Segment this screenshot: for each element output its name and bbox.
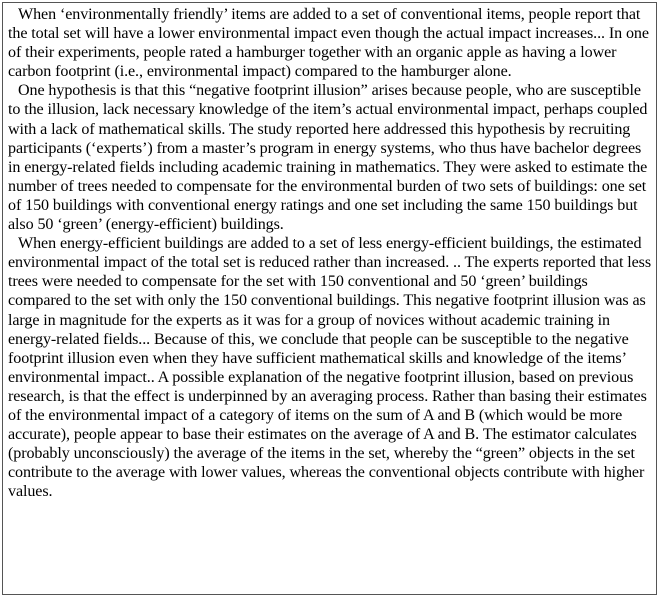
paragraph-hypothesis: One hypothesis is that this “negative footprint illusion” arises because people, who are susceptible to the illusion, lack necessary knowledge of the item’s actual environmental impact, perhaps coupled with a lack of mathematical skills. The study reported here addressed this hypothesis by recruiting participants (‘experts’) from a master’s program in energy systems, who thus have bachelor degrees in energy-related fields including academic training in mathematics. They were asked to estimate the number of trees needed to compensate for the environmental burden of two sets of buildings: one set of 150 buildings with conventional energy ratings and one set including the same 150 buildings but also 50 ‘green’ (energy-efficient) buildings. [8, 82, 648, 234]
paragraph-intro: When ‘environmentally friendly’ items are added to a set of conventional items, people report that the total set will have a lower environmental impact even though the actual impact increases... In one of their experiments, people rated a hamburger together with an organic apple as having a lower carbon footprint (i.e., environmental impact) compared to the hamburger alone. [8, 6, 649, 81]
document-page [2, 2, 657, 595]
paragraph-findings: When energy-efficient buildings are added to a set of less energy-efficient buildings, the estimated environmental impact of the total set is reduced rather than increased. .. The experts reported that less trees were needed to compensate for the set with 150 conventional and 50 ‘green’ buildings compared to the set with only the 150 conventional buildings. This negative footprint illusion was as large in magnitude for the experts as it was for a group of novices without academic training in energy-related fields... Because of this, we conclude that people can be susceptible to the negative footprint illusion even when they have sufficient mathematical skills and knowledge of the items’ environmental impact.. A possible explanation of the negative footprint illusion, based on previous research, is that the effect is underpinned by an averaging process. Rather than basing their estimates of the environmental impact of a category of items on the sum of A and B (which would be more accurate), people appear to base their estimates on the average of A and B. The estimator calculates (probably unconsciously) the average of the items in the set, whereby the “green” objects in the set contribute to the average with lower values, whereas the conventional objects contribute with higher values. [8, 235, 651, 501]
